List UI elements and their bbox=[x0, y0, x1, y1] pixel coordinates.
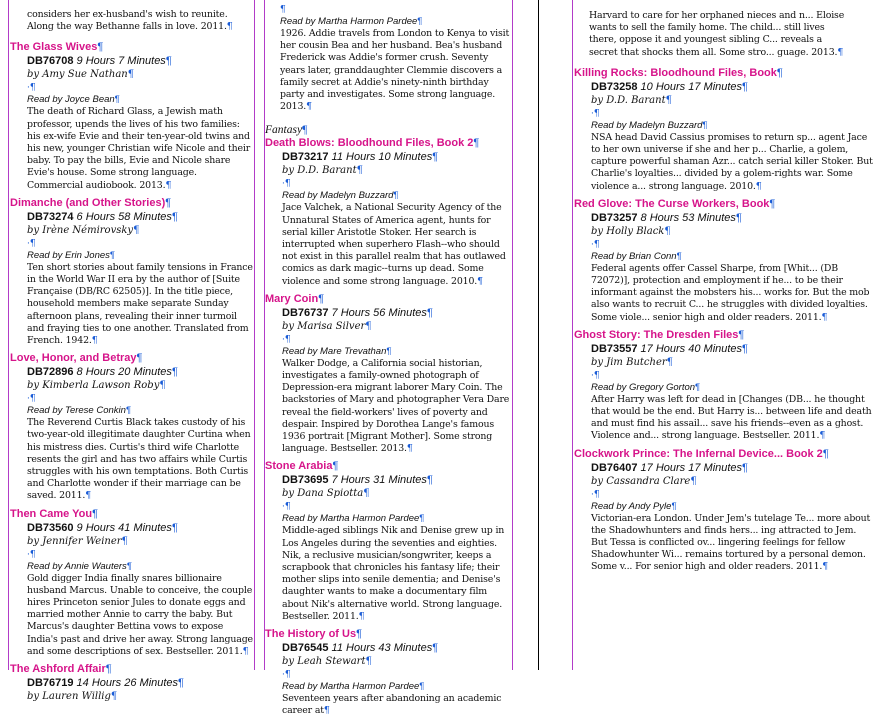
description: The death of Richard Glass, a Jewish math professor, upends the lives of his two families: his ex-wife Evie and their ten-year-old twins and his new, younger Christian wife Nicole and their baby. To pay the bills, Evie and Nicole share Evie's house. Some strong language. Commercial audiobook. 2013. bbox=[27, 106, 251, 191]
duration: 6 Hours 58 Minutes bbox=[76, 210, 172, 223]
narrator: Read by Brian Conn bbox=[591, 250, 677, 262]
description: Federal agents offer Cassel Sharpe, from [Whit... (DB 72072)], protection and employment if he... to be their informant against the mobsters his... works for. But the mob also wants to recruit C... he struggles with divided loyalties. Some viole... senior high and older readers. 2011. bbox=[591, 262, 870, 323]
narrator: Read by Terese Conkin bbox=[27, 405, 126, 417]
empty-paragraph: ·¶ bbox=[282, 334, 291, 345]
entry-title: The Glass Wives bbox=[10, 41, 98, 54]
narrator: Read by Martha Harmon Pardee bbox=[282, 681, 420, 693]
narrator: Read by Mare Trevathan bbox=[282, 345, 387, 357]
description: Walker Dodge, a California social historian, investigates a family-owned photograph of Depression-era migrant laborer Mary Coin. The backstories of Mary and photographer Vera Dare reveal the field-workers' lives of poverty and despair. Inspired by Dorothea Lange's famous 1936 portrait [Migrant Mother]. Some strong language. Bestseller. 2013. bbox=[282, 357, 510, 455]
catalog-entry[interactable]: Dimanche (and Other Stories)¶ DB73274 6 Hours 58 Minutes¶ by Irène Némirovsky¶ ·¶ Read by Erin Jones¶ Ten short stories about family tensions in France in the World War II era by the author of [Suite Française (DB/RC 62505)]. In the title piece, household members make separate Sunday afternoon plans, revealing their inner turmoil and fraying ties to one another. Translated from French. 1942.¶ bbox=[10, 196, 253, 347]
author: by Holly Black bbox=[591, 225, 665, 237]
narrator: Read by Madelyn Buzzard bbox=[591, 119, 703, 131]
description: Middle-aged siblings Nik and Denise grew up in Los Angeles during the seventies and eighties. Nik, a reclusive musician/songwriter, keeps a scrapbook that chronicles his fantasy life; their mother slips into senile dementia; and Denise's daughter wants to make a documentary film about Nik's alternative world. Strong language. Bestseller. 2011. bbox=[282, 525, 505, 622]
narrator: Read by Madelyn Buzzard bbox=[282, 190, 394, 202]
duration: 7 Hours 31 Minutes bbox=[331, 474, 427, 487]
empty-paragraph: ·¶ bbox=[591, 108, 600, 119]
catalog-entry[interactable]: Killing Rocks: Bloodhound Files, Book¶ DB73258 10 Hours 17 Minutes¶ by D.D. Barant¶ ·¶ Read by Madelyn Buzzard¶ NSA head David Cassius promises to return sp... agent Jace to her own universe if she and her p... Charlie, a golem, capture powerful shaman Azr... catch serial killer Stoker. But Charlie's loyalties... divided by a golem-rights war. Some violence a... strong language. 2010.¶ bbox=[574, 66, 873, 192]
empty-paragraph: ·¶ bbox=[591, 370, 600, 381]
catalog-entry[interactable]: Then Came You¶ DB73560 9 Hours 41 Minutes¶ by Jennifer Weiner¶ ·¶ Read by Annie Wauters¶ Gold digger India finally snares billionaire husband Marcus. Unable to conceive, the couple hires Princeton senior Jules to donate eggs and married mother Annie to carry the baby. But Marcus's daughter Bettina vows to expose India's past and drive her away. Strong language and some descriptions of sex. Bestseller. 2011.¶ bbox=[10, 507, 253, 657]
entry-title: The Ashford Affair bbox=[10, 663, 106, 676]
empty-paragraph: ·¶ bbox=[27, 83, 36, 94]
author: by Kimberla Lawson Roby bbox=[27, 380, 160, 392]
duration: 11 Hours 10 Minutes bbox=[331, 151, 433, 164]
catalog-entry[interactable]: The Glass Wives¶ DB76708 9 Hours 7 Minutes¶ by Amy Sue Nathan¶ ·¶ Read by Joyce Bean¶ The death of Richard Glass, a Jewish math professor, upends the lives of his two families: his ex-wife Evie and their ten-year-old twins and his new, younger Christian wife Nicole and their baby. To pay the bills, Evie and Nicole share Evie's house. Some strong language. Commercial audiobook. 2013.¶ bbox=[10, 41, 254, 196]
description: 1926. Addie travels from London to Kenya to visit her cousin Bea and her husband. Bea's husband Frederick was Addie's former crush. Seventy years later, granddaughter Clemmie discovers a family secret at Addie's ninety-ninth birthday party and investigates. Some strong language. 2013. bbox=[280, 28, 510, 113]
duration: 11 Hours 43 Minutes bbox=[331, 642, 433, 655]
description: Jace Valchek, a National Security Agency of the Unnatural States of America agent, hunts for serial killer Aristotle Stoker. Her search is interrupted when superhero Flash--who should not exist in this parallel realm that has outlawed comics as dark magic--turns up dead. Some violence and some strong language. 2010. bbox=[282, 202, 506, 287]
narrator: Read by Joyce Bean bbox=[27, 94, 115, 106]
description: Ten short stories about family tensions in France in the World War II era by the author of [Suite Française (DB/RC 62505)]. In the title piece, household members make separate Sunday afternoon plans, revealing their inner turmoil and fraying ties to one another. Translated from French. 1942. bbox=[27, 261, 253, 347]
duration: 8 Hours 53 Minutes bbox=[640, 211, 736, 224]
db-number: DB73217 bbox=[282, 151, 329, 164]
author: by Jennifer Weiner bbox=[27, 535, 122, 547]
empty-paragraph: ·¶ bbox=[282, 179, 291, 190]
author: by Cassandra Clare bbox=[591, 475, 691, 487]
duration: 7 Hours 56 Minutes bbox=[331, 306, 427, 319]
narrator: Read by Andy Pyle bbox=[591, 500, 672, 512]
db-number: DB73557 bbox=[591, 342, 638, 355]
db-number: DB76737 bbox=[282, 306, 329, 319]
description: After Harry was left for dead in [Changes (DB... he thought that would be the end. But Harry is... between life and death and must find his assail... save his friends--even as a ghost. Violence and... strong language. Bestseller. 2011. bbox=[591, 393, 872, 442]
entry-title: Love, Honor, and Betray bbox=[10, 352, 137, 365]
db-number: DB73560 bbox=[27, 521, 74, 534]
author: by D.D. Barant bbox=[282, 165, 357, 177]
catalog-entry[interactable]: Mary Coin¶ DB76737 7 Hours 56 Minutes¶ by Marisa Silver¶ ·¶ Read by Mare Trevathan¶ Walker Dodge, a California social historian, investigates a family-owned photograph of Depression-era migrant laborer Mary Coin. The backstories of Mary and photographer Vera Dare reveal the field-workers' lives of poverty and despair. Inspired by Dorothea Lange's famous 1936 portrait [Migrant Mother]. Some strong language. Bestseller. 2013.¶ bbox=[265, 293, 512, 461]
db-number: DB73258 bbox=[591, 80, 638, 93]
text-column-3[interactable]: Harvard to care for her orphaned nieces and n... Eloise wants to sell the family home. The child... still lives there, oppose it and youngest sibling C... reveals a secret that shocks them all. Some stro... guage. 2013.¶ Killing Rocks: Bloodhound Files, Book¶ DB73258 10 Hours 17 Minutes¶ by D.D. Barant¶ ·¶ Read by Madelyn Buzzard¶ NSA head David Cassius promises to return sp... agent Jace to her own universe if she and her p... Charlie, a golem, capture powerful shaman Azr... catch serial killer Stoker. But Charlie's loyalties... divided by a golem-rights war. Some violence a... strong language. 2010.¶ Red Glove: The Curse Workers, Book¶ DB73257 8 Hours 53 Minutes¶ by Holly Black¶ ·¶ Read by Brian Conn¶ Federal agents offer Cassel Sharpe, from [Whit... (DB 72072)], protection and employment if he... to be their informant against the mobsters his... works for. But the mob also wants to recruit C... he struggles with divided loyalties. Some viole... senior high and older readers. 2011.¶ Ghost Story: The Dresden Files¶ DB73557 17 Hours 40 Minutes¶ by Jim Butcher¶ ·¶ Read by Gregory Gorton¶ After Harry was left for dead in [Changes (DB... he thought that would be the end. But Harry is... between life and death and must find his assail... save his friends--even as a ghost. Violence and... strong language. Bestseller. 2011.¶ Clockwork Prince: The Infernal Device... Book 2¶ DB76407 17 Hours 17 Minutes¶ by Cassandra Clare¶ ·¶ Read by Andy Pyle¶ Victorian-era London. Under Jem's tutelage Te... more about the Shadowhunters and finds hers... ing attracted to Jem. But Tessa is conflicted ov... lingering feelings for fellow Shadowhunter Wi... remains tortured by a personal demon. Some v... For senior high and older readers. 2011.¶ bbox=[574, 0, 776, 670]
column-guide bbox=[572, 0, 573, 670]
empty-paragraph: ·¶ bbox=[27, 238, 36, 249]
duration: 17 Hours 40 Minutes bbox=[640, 342, 743, 355]
catalog-entry[interactable]: Stone Arabia¶ DB73695 7 Hours 31 Minutes¶ by Dana Spiotta¶ ·¶ Read by Martha Harmon Pardee¶ Middle-aged siblings Nik and Denise grew up in Los Angeles during the seventies and eighties. Nik, a reclusive musician/songwriter, keeps a scrapbook that chronicles his fantasy life; their mother slips into senile dementia; and Denise's daughter wants to make a documentary film about Nik's alternative world. Strong language. Bestseller. 2011.¶ bbox=[265, 460, 512, 628]
db-number: DB72896 bbox=[27, 366, 74, 379]
entry-title: Ghost Story: The Dresden Files bbox=[574, 328, 739, 341]
entry-title: Death Blows: Bloodhound Files, Book 2 bbox=[265, 137, 474, 150]
description: Victorian-era London. Under Jem's tutelage Te... more about the Shadowhunters and finds hers... ing attracted to Jem. But Tessa is conflicted ov... lingering feelings for fellow Shadowhunter Wi... remains tortured by a personal demon. Some v... For senior high and older readers. 2011. bbox=[591, 512, 871, 573]
column-guide bbox=[512, 0, 513, 670]
entry-title: Mary Coin bbox=[265, 292, 319, 305]
empty-paragraph: ·¶ bbox=[27, 394, 36, 405]
author: by Dana Spiotta bbox=[282, 488, 364, 500]
description: Seventeen years after abandoning an academic career at bbox=[282, 693, 502, 717]
narrator: Read by Erin Jones bbox=[27, 249, 110, 261]
catalog-entry[interactable]: Clockwork Prince: The Infernal Device... Book 2¶ DB76407 17 Hours 17 Minutes¶ by Cassandra Clare¶ ·¶ Read by Andy Pyle¶ Victorian-era London. Under Jem's tutelage Te... more about the Shadowhunters and finds hers... ing attracted to Jem. But Tessa is conflicted ov... lingering feelings for fellow Shadowhunter Wi... remains tortured by a personal demon. Some v... For senior high and older readers. 2011.¶ bbox=[574, 448, 874, 579]
empty-paragraph: ·¶ bbox=[282, 670, 291, 681]
catalog-entry[interactable]: The History of Us¶ DB76545 11 Hours 43 Minutes¶ by Leah Stewart¶ ·¶ Read by Martha Harmon Pardee¶ Seventeen years after abandoning an academic career at¶ bbox=[265, 628, 512, 722]
entry-title: Clockwork Prince: The Infernal Device... Book 2 bbox=[574, 447, 823, 460]
column-guide bbox=[254, 0, 255, 670]
page-edge bbox=[538, 0, 539, 670]
db-number: DB73274 bbox=[27, 210, 74, 223]
author: by D.D. Barant bbox=[591, 94, 666, 106]
author: by Marisa Silver bbox=[282, 320, 366, 332]
continuation-text: Harvard to care for her orphaned nieces and n... Eloise wants to sell the family home. The child... still lives there, oppose it and youngest sibling C... reveals a secret that shocks them all. Some stro... guage. 2013. bbox=[589, 10, 845, 58]
duration: 9 Hours 7 Minutes bbox=[76, 55, 166, 68]
empty-paragraph: ·¶ bbox=[282, 502, 291, 513]
description: Gold digger India finally snares billionaire husband Marcus. Unable to conceive, the couple hires Princeton senior Jules to donate eggs and married mother Annie to carry the baby. But Marcus's daughter Bettina vows to expose India's past and drive her away. Strong language and some descriptions of sex. Bestseller. 2011. bbox=[27, 572, 253, 657]
narrator: Read by Annie Wauters bbox=[27, 560, 127, 572]
empty-paragraph: ·¶ bbox=[27, 549, 36, 560]
duration: 8 Hours 20 Minutes bbox=[76, 366, 172, 379]
catalog-entry[interactable]: Ghost Story: The Dresden Files¶ DB73557 17 Hours 40 Minutes¶ by Jim Butcher¶ ·¶ Read by Gregory Gorton¶ After Harry was left for dead in [Changes (DB... he thought that would be the end. But Harry is... between life and death and must find his assail... save his friends--even as a ghost. Violence and... strong language. Bestseller. 2011.¶ bbox=[574, 329, 874, 448]
entry-title: Dimanche (and Other Stories) bbox=[10, 196, 166, 209]
empty-paragraph: ·¶ bbox=[591, 239, 600, 250]
description: The Reverend Curtis Black takes custody of his two-year-old illegitimate daughter Curtina when his mistress dies. Curtis's third wife Charlotte resents the girl and has two affairs while Curtis struggles with his own temptations. Both Curtis and Charlotte wonder if their marriage can be saved. 2011. bbox=[27, 417, 251, 502]
catalog-entry[interactable]: Red Glove: The Curse Workers, Book¶ DB73257 8 Hours 53 Minutes¶ by Holly Black¶ ·¶ Read by Brian Conn¶ Federal agents offer Cassel Sharpe, from [Whit... (DB 72072)], protection and employment if he... to be their informant against the mobsters his... works for. But the mob also wants to recruit C... he struggles with divided loyalties. Some viole... senior high and older readers. 2011.¶ bbox=[574, 198, 874, 329]
duration: 9 Hours 41 Minutes bbox=[76, 521, 172, 534]
author: by Irène Némirovsky bbox=[27, 224, 134, 236]
duration: 17 Hours 17 Minutes bbox=[640, 461, 743, 474]
section-heading: Fantasy bbox=[265, 124, 303, 137]
db-number: DB73257 bbox=[591, 211, 638, 224]
entry-title: Stone Arabia bbox=[265, 460, 333, 473]
author: by Lauren Willig bbox=[27, 691, 111, 703]
db-number: DB76719 bbox=[27, 677, 74, 690]
duration: 14 Hours 26 Minutes bbox=[76, 677, 179, 690]
author: by Amy Sue Nathan bbox=[27, 69, 128, 81]
narrator: Read by Martha Harmon Pardee bbox=[282, 513, 420, 525]
author: by Leah Stewart bbox=[282, 656, 366, 668]
catalog-entry[interactable]: The Ashford Affair¶ DB76719 14 Hours 26 Minutes¶ by Lauren Willig¶ bbox=[10, 663, 184, 703]
entry-title: Red Glove: The Curse Workers, Book bbox=[574, 197, 770, 210]
narrator: Read by Gregory Gorton bbox=[591, 381, 696, 393]
db-number: DB76545 bbox=[282, 642, 329, 655]
text-column-1[interactable]: considers her ex-husband's wish to reunite. Along the way Bethanne falls in love. 2011.¶ The Glass Wives¶ DB76708 9 Hours 7 Minutes¶ by Amy Sue Nathan¶ ·¶ Read by Joyce Bean¶ The death of Richard Glass, a Jewish math professor, upends the lives of his two families: his ex-wife Evie and their ten-year-old twins and his new, younger Christian wife Nicole and their baby. To pay the bills, Evie and Nicole share Evie's house. Some strong language. Commercial audiobook. 2013.¶ Dimanche (and Other Stories)¶ DB73274 6 Hours 58 Minutes¶ by Irène Némirovsky¶ ·¶ Read by Erin Jones¶ Ten short stories about family tensions in France in the World War II era by the author of [Suite Française (DB/RC 62505)]. In the title piece, household members make separate Sunday afternoon plans, revealing their inner turmoil and fraying ties to one another. Translated from French. 1942.¶ Love, Honor, and Betray¶ DB72896 8 Hours 20 Minutes¶ by Kimberla Lawson Roby¶ ·¶ Read by Terese Conkin¶ The Reverend Curtis Black takes custody of his two-year-old illegitimate daughter Curtina when his mistress dies. Curtis's third wife Charlotte resents the girl and has two affairs while Curtis struggles with his own temptations. Both Curtis and Charlotte wonder if their marriage can be saved. 2011.¶ Then Came You¶ DB73560 9 Hours 41 Minutes¶ by Jennifer Weiner¶ ·¶ Read by Annie Wauters¶ Gold digger India finally snares billionaire husband Marcus. Unable to conceive, the couple hires Princeton senior Jules to donate eggs and married mother Annie to carry the baby. But Marcus's daughter Bettina vows to expose India's past and drive her away. Strong language and some descriptions of sex. Bestseller. 2011.¶ The Ashford Affair¶ DB76719 14 Hours 26 Minutes¶ by Lauren Willig¶ bbox=[10, 0, 254, 670]
narrator: Read by Martha Harmon Pardee bbox=[280, 16, 418, 27]
text-column-2[interactable]: ¶ Read by Martha Harmon Pardee¶ 1926. Addie travels from London to Kenya to visit her cousin Bea and her husband. Bea's husband Frederick was Addie's former crush. Seventy years later, granddaughter Clemmie discovers a family secret at Addie's ninety-ninth birthday party and investigates. Some strong language. 2013.¶ Fantasy¶ Death Blows: Bloodhound Files, Book 2¶ DB73217 11 Hours 10 Minutes¶ by D.D. Barant¶ ·¶ Read by Madelyn Buzzard¶ Jace Valchek, a National Security Agency of the Unnatural States of America agent, hunts for serial killer Aristotle Stoker. Her search is interrupted when superhero Flash--who should not exist in this parallel realm that has outlawed comics as dark magic--turns up dead. Some violence and some strong language. 2010.¶ Mary Coin¶ DB76737 7 Hours 56 Minutes¶ by Marisa Silver¶ ·¶ Read by Mare Trevathan¶ Walker Dodge, a California social historian, investigates a family-owned photograph of Depression-era migrant laborer Mary Coin. The backstories of Mary and photographer Vera Dare reveal the field-workers' lives of poverty and despair. Inspired by Dorothea Lange's famous 1936 portrait [Migrant Mother]. Some strong language. Bestseller. 2013.¶ Stone Arabia¶ DB73695 7 Hours 31 Minutes¶ by Dana Spiotta¶ ·¶ Read by Martha Harmon Pardee¶ Middle-aged siblings Nik and Denise grew up in Los Angeles during the seventies and eighties. Nik, a reclusive musician/songwriter, keeps a scrapbook that chronicles his fantasy life; their mother slips into senile dementia; and Denise's daughter wants to make a documentary film about Nik's alternative world. Strong language. Bestseller. 2011.¶ The History of Us¶ DB76545 11 Hours 43 Minutes¶ by Leah Stewart¶ ·¶ Read by Martha Harmon Pardee¶ Seventeen years after abandoning an academic career at¶ bbox=[265, 0, 512, 670]
column-guide bbox=[8, 0, 9, 670]
catalog-entry[interactable]: Death Blows: Bloodhound Files, Book 2¶ DB73217 11 Hours 10 Minutes¶ by D.D. Barant¶ ·¶ Read by Madelyn Buzzard¶ Jace Valchek, a National Security Agency of the Unnatural States of America agent, hunts for serial killer Aristotle Stoker. Her search is interrupted when superhero Flash--who should not exist in this parallel realm that has outlawed comics as dark magic--turns up dead. Some violence and some strong language. 2010.¶ bbox=[265, 137, 512, 292]
db-number: DB76708 bbox=[27, 55, 74, 68]
entry-title: Then Came You bbox=[10, 507, 93, 520]
db-number: DB76407 bbox=[591, 461, 638, 474]
continuation-text: considers her ex-husband's wish to reunite. Along the way Bethanne falls in love. 2011. bbox=[27, 9, 228, 33]
duration: 10 Hours 17 Minutes bbox=[640, 80, 743, 93]
entry-title: The History of Us bbox=[265, 628, 357, 641]
description: NSA head David Cassius promises to return sp... agent Jace to her own universe if she and her p... Charlie, a golem, capture powerful shaman Azr... catch serial killer Stoker. But Charlie's loyalties... divided by a golem-rights war. Some violence a... strong language. 2010. bbox=[591, 131, 873, 192]
entry-title: Killing Rocks: Bloodhound Files, Book bbox=[574, 66, 777, 79]
author: by Jim Butcher bbox=[591, 356, 667, 368]
db-number: DB73695 bbox=[282, 474, 329, 487]
catalog-entry[interactable]: Love, Honor, and Betray¶ DB72896 8 Hours 20 Minutes¶ by Kimberla Lawson Roby¶ ·¶ Read by Terese Conkin¶ The Reverend Curtis Black takes custody of his two-year-old illegitimate daughter Curtina when his mistress dies. Curtis's third wife Charlotte resents the girl and has two affairs while Curtis struggles with his own temptations. Both Curtis and Charlotte wonder if their marriage can be saved. 2011.¶ bbox=[10, 352, 254, 507]
empty-paragraph: ·¶ bbox=[591, 489, 600, 500]
